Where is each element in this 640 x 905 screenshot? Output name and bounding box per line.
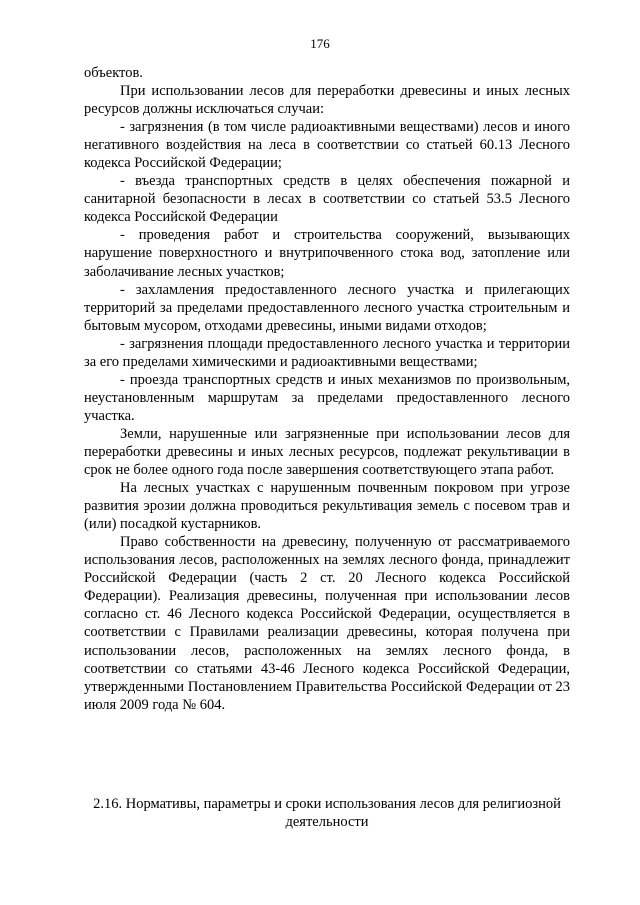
paragraph: Земли, нарушенные или загрязненные при использовании лесов для переработки древесины и иных лесных ресурсов, подлежат рекультивации в срок не более одного года после завершения соответствующего этапа работ. <box>84 425 570 479</box>
list-item: - загрязнения площади предоставленного лесного участка и территории за его пределами химическими и радиоактивными веществами; <box>84 335 570 370</box>
section-heading: 2.16. Нормативы, параметры и сроки использования лесов для религиозной деятельности <box>93 796 561 831</box>
list-item: - проезда транспортных средств и иных механизмов по произвольным, неустановленным маршрутам за пределами предоставленного лесного участка. <box>84 371 570 424</box>
page-number: 176 <box>310 36 330 51</box>
list-item: - захламления предоставленного лесного участка и прилегающих территорий за пределами предоставленного лесного участка строительным и бытовым мусором, отходами древесины, иными видами отходов; <box>84 281 570 334</box>
list-item: - проведения работ и строительства сооружений, вызывающих нарушение поверхностного и внутрипочвенного стока вод, затопление или заболачивание лесных участков; <box>84 227 570 280</box>
paragraph: На лесных участках с нарушенным почвенным покровом при угрозе развития эрозии должна проводиться рекультивация земель с посевом трав и (или) посадкой кустарников. <box>84 480 570 533</box>
paragraph: Право собственности на древесину, полученную от рассматриваемого использования лесов, расположенных на землях лесного фонда, принадлежит Российской Федерации (часть 2 ст. 20 Лесного кодекса Российской Федерации). Реализация древесины, полученная при использовании лесов согласно ст. 46 Лесного кодекса Российской Федерации, осуществляется в соответствии с Правилами реализации древесины, которая получена при использовании лесов, расположенных на землях лесного фонда, в соответствии со статьями 43-46 Лесного кодекса Российской Федерации, утвержденными Постановлением Правительства Российской Федерации от 23 июля 2009 года № 604. <box>84 534 570 713</box>
paragraph: При использовании лесов для переработки древесины и иных лесных ресурсов должны исключаться случаи: <box>84 83 570 118</box>
list-item: - загрязнения (в том числе радиоактивными веществами) лесов и иного негативного воздействия на леса в соответствии со статьей 60.13 Лесного кодекса Российской Федерации; <box>84 119 570 172</box>
list-item: - въезда транспортных средств в целях обеспечения пожарной и санитарной безопасности в лесах в соответствии со статьей 53.5 Лесного кодекса Российской Федерации <box>84 173 570 226</box>
body-text <box>84 64 570 714</box>
paragraph: объектов. <box>84 65 143 81</box>
